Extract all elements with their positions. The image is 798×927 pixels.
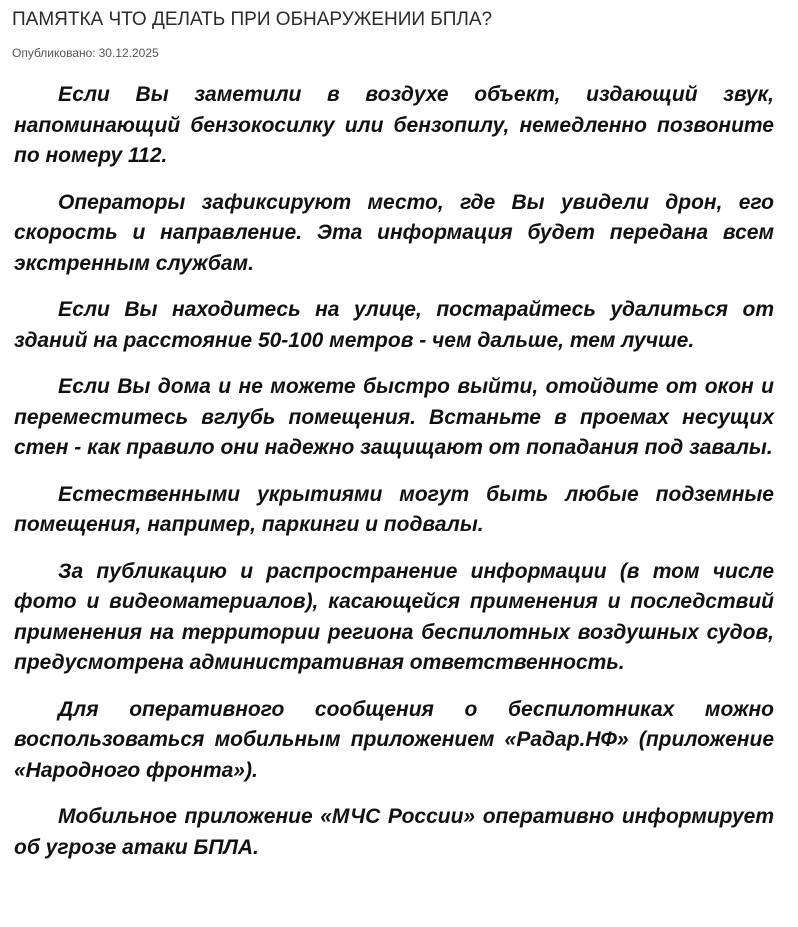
article-body — [14, 80, 774, 863]
paragraph-operators: Операторы зафиксируют место, где Вы увидели дрон, его скорость и направление. Эта информация будет передана всем экстренным службам. — [14, 190, 774, 275]
paragraph-radar-app: Для оперативного сообщения о беспилотниках можно воспользоваться мобильным приложением «Радар.НФ» (приложение «Народного фронта»). — [14, 697, 774, 782]
published-date: 30.12.2025 — [98, 46, 159, 60]
paragraph-at-home: Если Вы дома и не можете быстро выйти, отойдите от окон и переместитесь вглубь помещения. Встаньте в проемах несущих стен - как правило они надежно защищают от попадания под завалы. — [14, 375, 774, 459]
published-label: Опубликовано: — [12, 46, 96, 60]
paragraph-mchs-app: Мобильное приложение «МЧС России» оперативно информирует об угрозе атаки БПЛА. — [14, 805, 774, 859]
article-title: ПАМЯТКА ЧТО ДЕЛАТЬ ПРИ ОБНАРУЖЕНИИ БПЛА? — [12, 9, 493, 30]
paragraph-liability: За публикацию и распространение информации (в том числе фото и видеоматериалов), касающейся применения и последствий применения на территории региона беспилотных воздушных судов, предусмотрена административная ответственность. — [14, 559, 774, 674]
paragraph-shelters: Естественными укрытиями могут быть любые подземные помещения, например, паркинги и подвалы. — [14, 482, 774, 536]
publish-info — [12, 45, 159, 61]
paragraph-outdoors: Если Вы находитесь на улице, постарайтесь удалиться от зданий на расстояние 50-100 метров - чем дальше, тем лучше. — [14, 298, 774, 352]
paragraph-call-112: Если Вы заметили в воздухе объект, издающий звук, напоминающий бензокосилку или бензопилу, немедленно позвоните по номеру 112. — [14, 83, 774, 167]
